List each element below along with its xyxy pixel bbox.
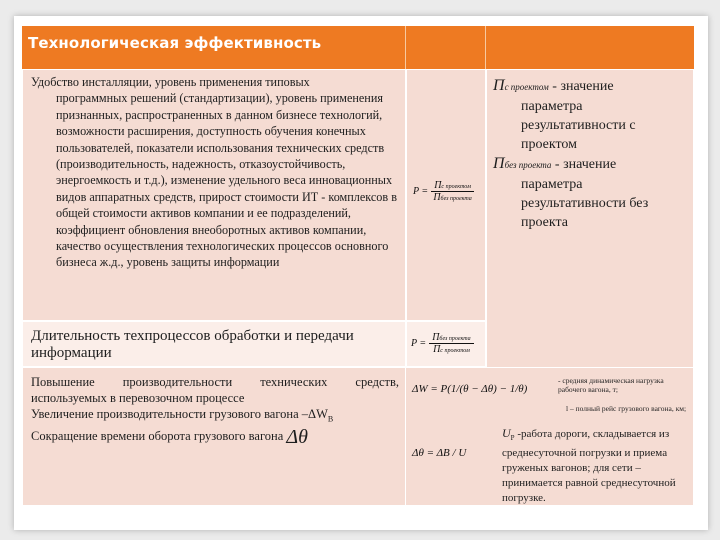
note-u: $U_Р$ -работа дороги, складывается из среднесуточной погрузки и приема груженых вагонов; для сети – принимается равной среднесуточной погрузке. (502, 426, 676, 505)
row2-description (22, 321, 406, 367)
row1-description (22, 69, 406, 321)
row2-formula: P = $\frac{\text{Пбез проекта}}{\text{Пс проектом}}$ (411, 332, 474, 355)
note-l: l – полный рейс грузового вагона, км; (566, 404, 687, 413)
row3-formula-b: Δθ = ΔB / U (412, 447, 467, 459)
row3-line4: Сокращение времени оборота грузового вагона Δθ (31, 425, 308, 448)
table-header-title: Технологическая эффективность (28, 34, 322, 52)
row3-text (23, 368, 405, 448)
legend-with-project: Пс проектом - значение параметра результативности с проектом (493, 77, 636, 152)
row2-formula-cell (406, 321, 486, 367)
row1-formula: P = $\frac{\text{Пс проектом}}{\text{Пбез проекта}}$ (413, 180, 474, 203)
table-header-cell-3 (486, 26, 694, 69)
row1-text-first-line: Удобство инсталляции, уровень применения типовых (31, 75, 310, 89)
table-header-cell-1 (22, 26, 406, 69)
table-header-cell-2 (406, 26, 486, 69)
row3-line3: Увеличение производительности грузового вагона $-\Delta W_В$ (31, 407, 334, 424)
row2-text: Длительность техпроцессов обработки и передачи информации (31, 328, 354, 361)
row3-line1: Повышение производительности технических средств, (31, 375, 399, 389)
legend (487, 70, 693, 232)
legend-without-project: Пбез проекта - значение параметра результативности без проекта (493, 155, 649, 230)
row3-description (22, 367, 406, 506)
row1-text-rest: программных решений (стандартизации), уровень применения признанных, распространенных в данном бизнесе технологий, возможности расширения, доступность обучения конечных пользователей, показатели использования технических средств (производительность, надежность, отказоустойчивость, энергоемкость и т.д.), изменение удельного веса инновационных видов аппаратных средств, прирост стоимости ИТ - комплексов в общей стоимости активов компании и ее подразделений, коэффициент обновления внеоборотных активов компании, качество осуществления технологических процессов основного бизнеса ж.д., уровень защиты информации (56, 91, 397, 270)
row1-formula-cell (406, 69, 486, 321)
row3-formula-cell (406, 367, 694, 506)
efficiency-table (22, 26, 694, 506)
note-pv: - средняя динамическая нагрузка рабочего вагона, т; (558, 376, 664, 394)
row3-formula-a: ΔW = P(1/(θ − Δθ) − 1/θ) (412, 383, 528, 395)
row3-line2: используемых в перевозочном процессе (31, 391, 245, 405)
